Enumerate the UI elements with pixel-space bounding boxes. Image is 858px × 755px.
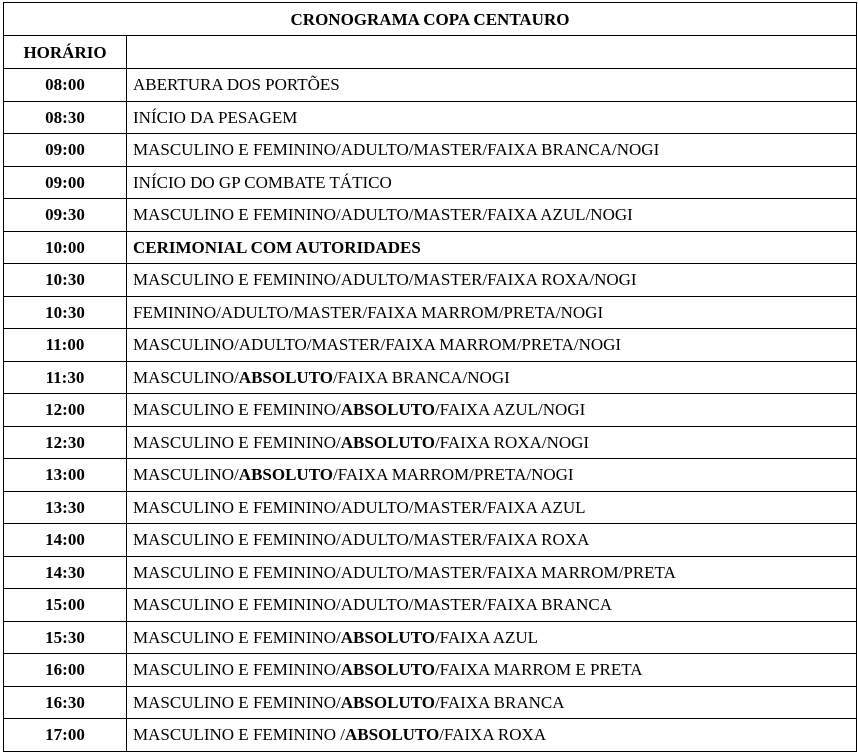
description-cell [127, 394, 857, 427]
schedule-table [3, 2, 857, 752]
description-cell [127, 459, 857, 492]
time-cell: 14:30 [4, 556, 127, 589]
description-cell [127, 199, 857, 232]
description-cell [127, 69, 857, 102]
description-cell [127, 166, 857, 199]
description-column-header [127, 36, 857, 69]
description-cell [127, 231, 857, 264]
time-cell: 08:30 [4, 101, 127, 134]
description-text: /FAIXA BRANCA/NOGI [332, 367, 510, 387]
description-text: /FAIXA ROXA [439, 725, 547, 745]
table-row [4, 654, 857, 687]
description-text: /FAIXA AZUL/NOGI [434, 400, 586, 420]
description-bold-text: ABSOLUTO [238, 465, 333, 485]
time-cell: 15:00 [4, 589, 127, 622]
title-row [4, 3, 857, 36]
description-cell [127, 101, 857, 134]
table-row [4, 296, 857, 329]
description-cell [127, 329, 857, 362]
description-cell [127, 719, 857, 752]
description-cell [127, 686, 857, 719]
time-cell: 09:00 [4, 134, 127, 167]
table-row [4, 101, 857, 134]
description-text: MASCULINO E FEMININO/ADULTO/MASTER/FAIXA ROXA [133, 530, 590, 550]
description-cell [127, 524, 857, 557]
table-row [4, 719, 857, 752]
table-row [4, 621, 857, 654]
description-text: /FAIXA AZUL [434, 627, 539, 647]
description-text: ABERTURA DOS PORTÕES [133, 75, 340, 95]
description-cell [127, 361, 857, 394]
description-text: MASCULINO/ADULTO/MASTER/FAIXA MARROM/PRETA/NOGI [133, 335, 622, 355]
description-cell [127, 426, 857, 459]
time-cell: 17:00 [4, 719, 127, 752]
time-cell: 10:30 [4, 264, 127, 297]
description-bold-text: ABSOLUTO [340, 692, 435, 712]
time-cell: 09:00 [4, 166, 127, 199]
description-text: MASCULINO E FEMININO/ADULTO/MASTER/FAIXA MARROM/PRETA [133, 562, 676, 582]
description-text: /FAIXA MARROM/PRETA/NOGI [332, 465, 574, 485]
description-cell [127, 589, 857, 622]
description-bold-text: CERIMONIAL COM AUTORIDADES [133, 237, 421, 257]
time-cell: 12:30 [4, 426, 127, 459]
time-cell: 10:00 [4, 231, 127, 264]
table-row [4, 329, 857, 362]
time-cell: 11:30 [4, 361, 127, 394]
description-text: MASCULINO E FEMININO/ [133, 627, 341, 647]
time-cell: 10:30 [4, 296, 127, 329]
description-text: MASCULINO E FEMININO/ [133, 432, 341, 452]
description-text: MASCULINO E FEMININO/ADULTO/MASTER/FAIXA AZUL/NOGI [133, 205, 633, 225]
description-cell [127, 556, 857, 589]
description-bold-text: ABSOLUTO [340, 660, 435, 680]
description-cell [127, 134, 857, 167]
time-cell: 13:30 [4, 491, 127, 524]
description-cell [127, 621, 857, 654]
table-title: CRONOGRAMA COPA CENTAURO [4, 3, 857, 36]
description-cell [127, 264, 857, 297]
table-row [4, 361, 857, 394]
table-row [4, 231, 857, 264]
description-text: MASCULINO/ [133, 465, 239, 485]
table-row [4, 426, 857, 459]
description-text: MASCULINO E FEMININO/ [133, 400, 341, 420]
time-cell: 16:30 [4, 686, 127, 719]
time-cell: 16:00 [4, 654, 127, 687]
description-text: MASCULINO E FEMININO/ADULTO/MASTER/FAIXA BRANCA [133, 595, 613, 615]
description-bold-text: ABSOLUTO [340, 627, 435, 647]
description-text: MASCULINO E FEMININO/ [133, 692, 341, 712]
time-cell: 14:00 [4, 524, 127, 557]
description-bold-text: ABSOLUTO [340, 432, 435, 452]
description-text: /FAIXA BRANCA [434, 692, 565, 712]
time-cell: 11:00 [4, 329, 127, 362]
description-cell [127, 491, 857, 524]
table-row [4, 686, 857, 719]
description-text: /FAIXA ROXA/NOGI [434, 432, 590, 452]
time-cell: 08:00 [4, 69, 127, 102]
description-text: MASCULINO E FEMININO/ [133, 660, 341, 680]
description-text: MASCULINO/ [133, 367, 239, 387]
table-row [4, 264, 857, 297]
time-cell: 15:30 [4, 621, 127, 654]
table-row [4, 69, 857, 102]
table-row [4, 166, 857, 199]
description-cell [127, 654, 857, 687]
description-text: MASCULINO E FEMININO/ADULTO/MASTER/FAIXA ROXA/NOGI [133, 270, 637, 290]
table-row [4, 134, 857, 167]
time-cell: 12:00 [4, 394, 127, 427]
table-row [4, 394, 857, 427]
description-text: INÍCIO DA PESAGEM [133, 107, 298, 127]
time-cell: 09:30 [4, 199, 127, 232]
description-text: MASCULINO E FEMININO / [133, 725, 346, 745]
header-row [4, 36, 857, 69]
description-text: FEMININO/ADULTO/MASTER/FAIXA MARROM/PRETA/NOGI [133, 302, 604, 322]
table-row [4, 459, 857, 492]
table-row [4, 589, 857, 622]
description-text: INÍCIO DO GP COMBATE TÁTICO [133, 172, 392, 192]
time-column-header: HORÁRIO [4, 36, 127, 69]
description-text: MASCULINO E FEMININO/ADULTO/MASTER/FAIXA AZUL [133, 497, 586, 517]
description-bold-text: ABSOLUTO [340, 400, 435, 420]
description-cell [127, 296, 857, 329]
table-row [4, 491, 857, 524]
description-bold-text: ABSOLUTO [345, 725, 440, 745]
table-row [4, 199, 857, 232]
table-row [4, 524, 857, 557]
description-text: /FAIXA MARROM E PRETA [434, 660, 643, 680]
description-text: MASCULINO E FEMININO/ADULTO/MASTER/FAIXA BRANCA/NOGI [133, 140, 660, 160]
description-bold-text: ABSOLUTO [238, 367, 333, 387]
time-cell: 13:00 [4, 459, 127, 492]
table-row [4, 556, 857, 589]
